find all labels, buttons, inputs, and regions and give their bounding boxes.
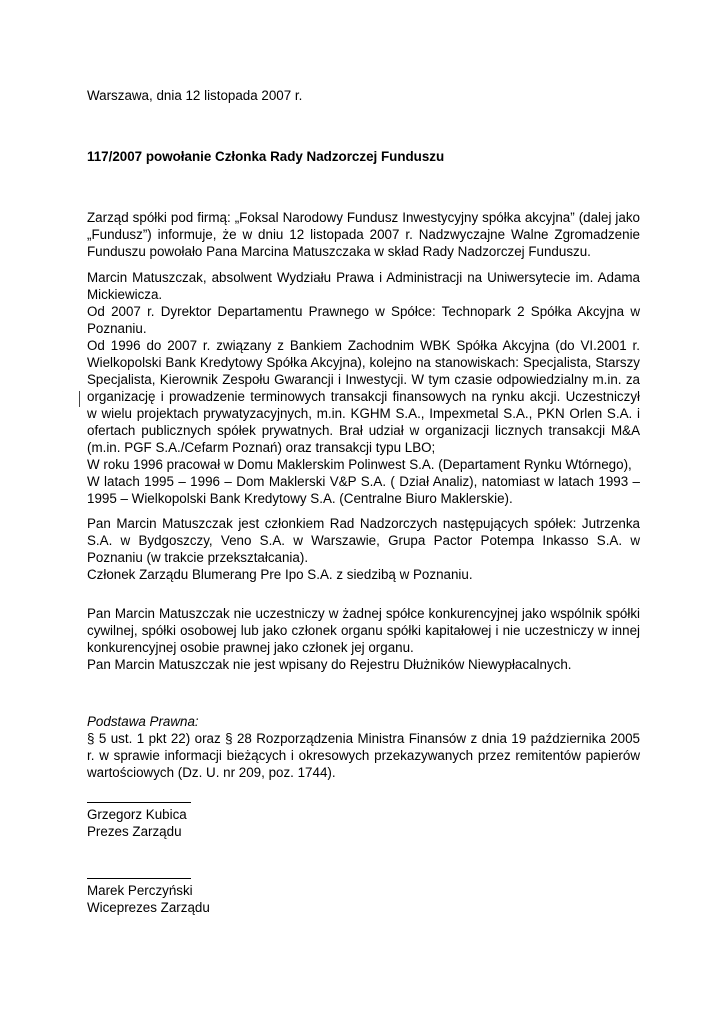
legal-basis-section: Podstawa Prawna: § 5 ust. 1 pkt 22) oraz § 28 Rozporządzenia Ministra Finansów z dnia 19 października 2005 r. w sprawie informacji bieżących i okresowych przekazywanych przez remitentów papierów wartościowych (Dz. U. nr 209, poz. 1744). (87, 714, 640, 780)
announcement-paragraph: Zarząd spółki pod firmą: „Foksal Narodowy Fundusz Inwestycyjny spółka akcyjna” (dalej jako „Fundusz”) informuje, że w dniu 12 listopada 2007 r. Nadzwyczajne Walne Zgromadzenie Funduszu powołało Pana Marcina Matuszczaka w skład Rady Nadzorczej Funduszu. (87, 210, 640, 259)
signatory-name: Grzegorz Kubica (87, 807, 187, 822)
margin-change-bar (79, 391, 80, 407)
signature-block-vice-president (87, 878, 287, 916)
signature-line (87, 878, 191, 879)
signatory-role: Wiceprezes Zarządu (87, 900, 210, 915)
biography-paragraph: Marcin Matuszczak, absolwent Wydziału Prawa i Administracji na Uniwersytecie im. Adama Mickiewicza. Od 2007 r. Dyrektor Departamentu Prawnego w Spółce: Technopark 2 Spółka Akcyjna w Poznaniu. Od 1996 do 2007 r. związany z Bankiem Zachodnim WBK Spółka Akcyjna (do VI.2001 r. Wielkopolski Bank Kredytowy Spółka Akcyjna), kolejno na stanowiskach: Specjalista, Starszy Specjalista, Kierownik Zespołu Gwarancji i Inwestycji. W tym czasie odpowiedzialny m.in. za organizację i prowadzenie terminowych transakcji finansowych na rynku akcji. Uczestniczył w wielu projektach prywatyzacyjnych, m.in. KGHM S.A., Impexmetal S.A., PKN Orlen S.A. i ofertach publicznych spółek prywatnych. Brał udział w organizacji licznych transakcji M&A (m.in. PGF S.A./Cefarm Poznań) oraz transakcji typu LBO; W roku 1996 pracował w Domu Maklerskim Polinwest S.A. (Departament Rynku Wtórnego), W latach 1995 – 1996 – Dom Maklerski V&P S.A. ( Dział Analiz), natomiast w latach 1993 – 1995 – Wielkopolski Bank Kredytowy S.A. (Centralne Biuro Maklerskie). (87, 270, 640, 506)
signature-block-president (87, 802, 287, 840)
non-compete-paragraph: Pan Marcin Matuszczak nie uczestniczy w żadnej spółce konkurencyjnej jako wspólnik spółki cywilnej, spółki osobowej lub jako członek organu spółki kapitałowej i nie uczestniczy w innej konkurencyjnej osobie prawnej jako członek jej organu. Pan Marcin Matuszczak nie jest wpisany do Rejestru Dłużników Niewypłacalnych. (87, 606, 640, 672)
signatory-role: Prezes Zarządu (87, 824, 182, 839)
document-title: 117/2007 powołanie Członka Rady Nadzorczej Funduszu (87, 149, 445, 164)
signature-line (87, 802, 191, 803)
board-memberships-paragraph: Pan Marcin Matuszczak jest członkiem Rad Nadzorczych następujących spółek: Jutrzenka S.A. w Bydgoszczy, Veno S.A. w Warszawie, Grupa Pactor Potempa Inkasso S.A. w Poznaniu (w trakcie przekształcania). Członek Zarządu Blumerang Pre Ipo S.A. z siedzibą w Poznaniu. (87, 516, 640, 582)
signatory-name: Marek Perczyński (87, 883, 193, 898)
date-line: Warszawa, dnia 12 listopada 2007 r. (87, 88, 303, 103)
legal-basis-heading: Podstawa Prawna: (87, 714, 199, 729)
